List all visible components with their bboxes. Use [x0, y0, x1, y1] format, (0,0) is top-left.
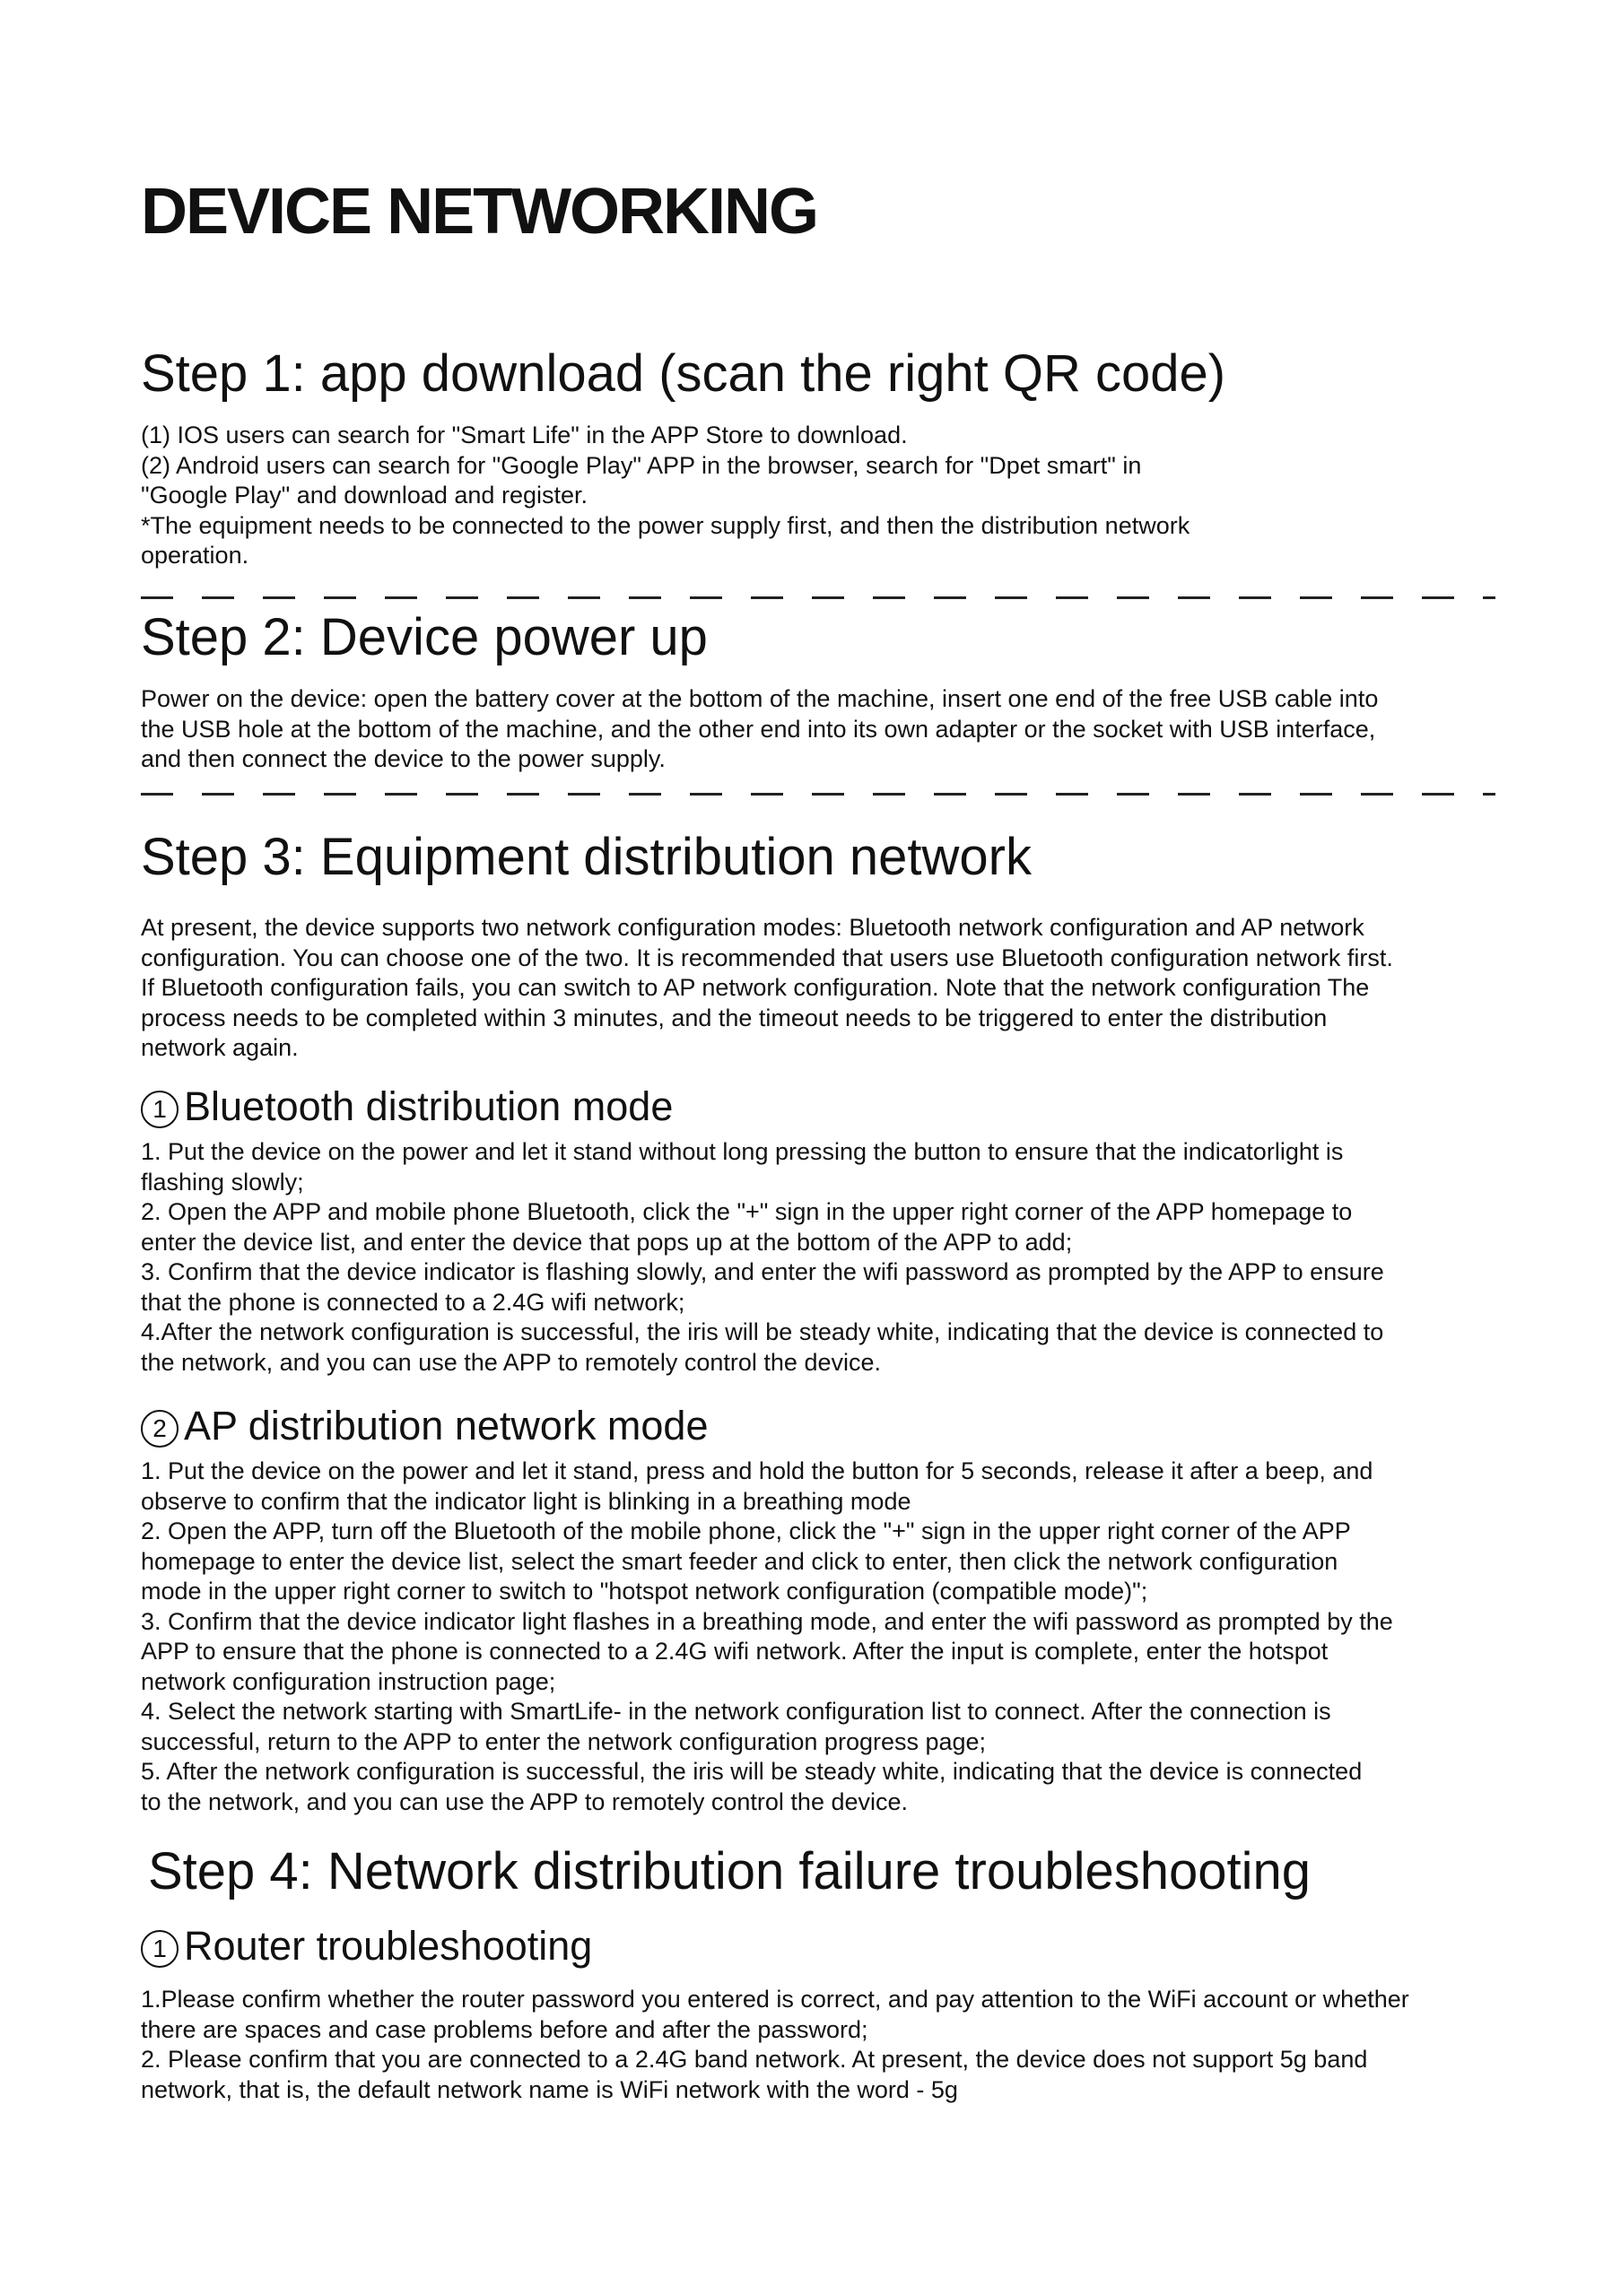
bluetooth-mode-section — [141, 1084, 1504, 1129]
step4-section — [141, 1843, 1504, 1900]
step1-section — [141, 345, 1504, 403]
paragraph-line: 4.After the network configuration is successful, the iris will be steady white, indicating that the device is connected to — [141, 1318, 1384, 1345]
paragraph-line: the USB hole at the bottom of the machine, and the other end into its own adapter or the socket with USB interface, — [141, 715, 1376, 743]
paragraph-line: *The equipment needs to be connected to the power supply first, and then the distribution network — [141, 511, 1190, 539]
paragraph-line: there are spaces and case problems before and after the password; — [141, 2015, 868, 2043]
step1-heading: Step 1: app download (scan the right QR code) — [141, 344, 1226, 403]
router-troubleshooting-heading: 1 Router troubleshooting — [141, 1924, 1504, 1969]
paragraph-line: 3. Confirm that the device indicator is flashing slowly, and enter the wifi password as prompted by the APP to ensure — [141, 1258, 1384, 1285]
paragraph-line: 2. Open the APP and mobile phone Bluetooth, click the "+" sign in the upper right corner of the APP homepage to — [141, 1198, 1353, 1225]
page-title: DEVICE NETWORKING — [141, 176, 818, 248]
paragraph-line: operation. — [141, 542, 249, 569]
paragraph-line: 1. Put the device on the power and let it stand without long pressing the button to ensure that the indicatorlight is — [141, 1138, 1344, 1165]
paragraph-line: Power on the device: open the battery cover at the bottom of the machine, insert one end of the free USB cable into — [141, 685, 1379, 712]
ap-mode-section — [141, 1404, 1504, 1448]
step1-body — [141, 421, 1504, 571]
ap-mode-heading: 2 AP distribution network mode — [141, 1404, 1504, 1448]
paragraph-line: APP to ensure that the phone is connected to a 2.4G wifi network. After the input is complete, enter the hotspot — [141, 1638, 1329, 1665]
step3-heading: Step 3: Equipment distribution network — [141, 828, 1032, 886]
dashed-divider — [141, 793, 1495, 796]
step3-section — [141, 829, 1504, 886]
router-troubleshooting-section — [141, 1924, 1504, 1969]
step2-heading: Step 2: Device power up — [141, 608, 708, 666]
paragraph-line: enter the device list, and enter the device that pops up at the bottom of the APP to add; — [141, 1228, 1073, 1256]
paragraph-line: observe to confirm that the indicator light is blinking in a breathing mode — [141, 1487, 911, 1515]
paragraph-line: configuration. You can choose one of the two. It is recommended that users use Bluetooth configuration network first. — [141, 944, 1393, 971]
paragraph-line: 5. After the network configuration is successful, the iris will be steady white, indicating that the device is connected — [141, 1758, 1363, 1785]
paragraph-line: process needs to be completed within 3 minutes, and the timeout needs to be triggered to enter the distribution — [141, 1004, 1328, 1031]
paragraph-line: to the network, and you can use the APP to remotely control the device. — [141, 1787, 909, 1815]
paragraph-line: network again. — [141, 1034, 299, 1061]
paragraph-line: successful, return to the APP to enter the network configuration progress page; — [141, 1727, 987, 1755]
ap-mode-body — [141, 1457, 1504, 1817]
paragraph-line: If Bluetooth configuration fails, you can switch to AP network configuration. Note that the network configuration The — [141, 974, 1370, 1001]
step3-intro — [141, 913, 1504, 1064]
paragraph-line: 4. Select the network starting with SmartLife- in the network configuration list to connect. After the connection is — [141, 1698, 1331, 1725]
paragraph-line: (1) IOS users can search for "Smart Life" in the APP Store to download. — [141, 422, 908, 448]
paragraph-line: 1.Please confirm whether the router password you entered is correct, and pay attention to the WiFi account or whether — [141, 1986, 1409, 2013]
step2-body — [141, 684, 1504, 775]
paragraph-line: 3. Confirm that the device indicator light flashes in a breathing mode, and enter the wifi password as prompted by the — [141, 1607, 1393, 1635]
circled-number-marker: 1 — [141, 1930, 179, 1968]
paragraph-line: 2. Open the APP, turn off the Bluetooth of the mobile phone, click the "+" sign in the upper right corner of the APP — [141, 1518, 1351, 1544]
router-troubleshooting-body — [141, 1985, 1504, 2105]
circled-number-marker: 2 — [141, 1410, 179, 1448]
step2-section — [141, 609, 1504, 666]
bluetooth-mode-body — [141, 1137, 1504, 1378]
paragraph-line: the network, and you can use the APP to remotely control the device. — [141, 1348, 881, 1376]
circled-number-marker: 1 — [141, 1091, 179, 1128]
paragraph-line: "Google Play" and download and register. — [141, 482, 588, 509]
paragraph-line: (2) Android users can search for "Google Play" APP in the browser, search for "Dpet smart" in — [141, 451, 1142, 479]
paragraph-line: network, that is, the default network name is WiFi network with the word - 5g — [141, 2075, 958, 2103]
paragraph-line: homepage to enter the device list, select the smart feeder and click to enter, then click the network configuration — [141, 1547, 1338, 1575]
paragraph-line: and then connect the device to the power supply. — [141, 745, 666, 772]
paragraph-line: 2. Please confirm that you are connected to a 2.4G band network. At present, the device does not support 5g band — [141, 2046, 1368, 2073]
paragraph-line: 1. Put the device on the power and let it stand, press and hold the button for 5 seconds, release it after a beep, and — [141, 1457, 1373, 1484]
paragraph-line: At present, the device supports two network configuration modes: Bluetooth network configuration and AP network — [141, 914, 1364, 941]
paragraph-line: flashing slowly; — [141, 1168, 304, 1196]
bluetooth-mode-heading: 1 Bluetooth distribution mode — [141, 1084, 1504, 1129]
paragraph-line: network configuration instruction page; — [141, 1667, 556, 1695]
step4-heading: Step 4: Network distribution failure troubleshooting — [148, 1842, 1312, 1900]
paragraph-line: mode in the upper right corner to switch to "hotspot network configuration (compatible mode)"; — [141, 1578, 1148, 1605]
dashed-divider — [141, 596, 1495, 599]
paragraph-line: that the phone is connected to a 2.4G wifi network; — [141, 1288, 685, 1316]
